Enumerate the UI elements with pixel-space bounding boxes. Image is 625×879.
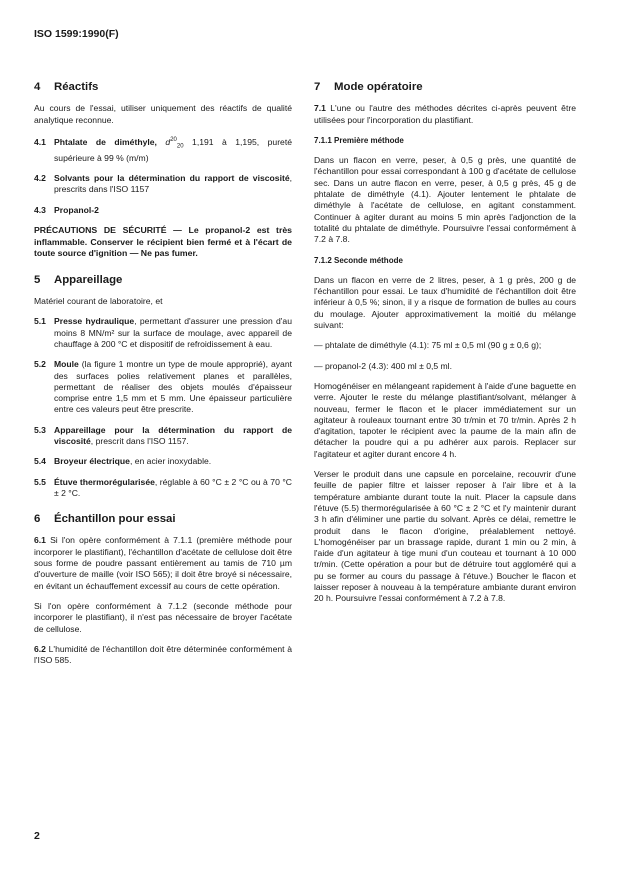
document-code: ISO 1599:1990(F) (34, 28, 119, 40)
section-7-heading: 7 Mode opératoire (314, 81, 423, 93)
clause-4-1: 4.1 Phtalate de diméthyle, $d^{20}_{20}$ 1,191 à 1,195, pureté supérieure à 99 % (m/m) (34, 136, 292, 163)
clause-7-1-2-continued-2: Verser le produit dans une capsule en porcelaine, recouvrir d'une feuille de papier filtre et laisser reposer à l'air libre et à la température ambiante durant toute la nuit. Placer la capsule dans l'étuve (5.5) thermorégularisée à 60 °C ± 2 °C et l'y maintenir durant 3 h afin d'éliminer une partie du solvant. Après ce délai, remettre le produit dans le flacon d'origine, préalablement nettoyé. L'homogénéiser par un brassage rapide, durant 1 min ou 2 min, à l'aide d'un agitateur à tige muni d'un couteau et tournant à 10 000 tr/min. (Cette opération a pour but de détruire tout aggloméré qui a pu se former au cours du passage à l'étuve.) Boucher le flacon et laisser reposer à nouveau à la température ambiante durant environ 20 h. Poursuivre l'essai conformément à 7.2 à 7.8. (314, 469, 576, 604)
clause-5-5: 5.5 Étuve thermorégularisée, réglable à 60 °C ± 2 °C ou à 70 °C ± 2 °C. (34, 476, 292, 498)
clause-4-2: 4.2 Solvants pour la détermination du rapport de viscosité, prescrits dans l'ISO 1157 (34, 173, 292, 195)
clause-7-1-2-text: Dans un flacon en verre de 2 litres, peser, à 1 g près, 200 g de l'échantillon pour essai. Le taux d'humidité de l'échantillon doit être inférieur à 0,5 %; sinon, il y a risque de formation de bulles au cours du moulage. Ajouter approximativement la moitié du mélange suivant: (314, 274, 576, 331)
section-4-heading: 4 Réactifs (34, 81, 99, 93)
clause-7-1-1-heading: 7.1.1 Première méthode (314, 135, 404, 145)
right-column (314, 82, 576, 614)
list-item: — propanol-2 (4.3): 400 ml ± 0,5 ml. (314, 360, 452, 371)
clause-7-1-1-text: Dans un flacon en verre, peser, à 0,5 g près, une quantité de l'échantillon pour essai correspondant à 100 g d'acétate de cellulose sec. Dans un autre flacon en verre, peser, à 0,5 g près, 45 g de phtalate de diméthyle (4.1). Ajouter lentement le phtalate de diméthyle à l'acétate de cellulose, en agitant constamment. Continuer à agiter durant au moins 5 min après l'adjonction de la totalité du phtalate de diméthyle. Poursuivre l'essai conformément à 7.2 à 7.8. (314, 155, 576, 245)
list-item: — phtalate de diméthyle (4.1): 75 ml ± 0,5 ml (90 g ± 0,6 g); (314, 340, 542, 351)
clause-5-4: 5.4 Broyeur électrique, en acier inoxydable. (34, 456, 212, 467)
page-number: 2 (34, 830, 40, 842)
section-5-intro: Matériel courant de laboratoire, et (34, 296, 163, 307)
section-4-intro: Au cours de l'essai, utiliser uniquement des réactifs de qualité analytique reconnue. (34, 103, 292, 125)
clause-7-1-2-heading: 7.1.2 Seconde méthode (314, 255, 403, 265)
clause-5-1: 5.1 Presse hydraulique, permettant d'assurer une pression d'au moins 8 MN/m² sur la surface de moulage, avec appareil de chauffage à 200 °C et dispositif de refroidissement à eau. (34, 316, 292, 349)
clause-4-3: 4.3 Propanol-2 (34, 204, 99, 215)
clause-6-1: 6.1 Si l'on opère conformément à 7.1.1 (première méthode pour incorporer le plastifiant), l'échantillon d'acétate de cellulose doit être sous forme de poudre passant entièrement au tamis de 710 µm d'ouverture de maille (voir ISO 565); il doit être broyé si nécessaire, en évitant un échauffement excessif au cours de cette opération. (34, 535, 292, 591)
clause-7-1: 7.1 L'une ou l'autre des méthodes décrites ci-après peuvent être utilisées pour l'incorporation du plastifiant. (314, 103, 576, 125)
section-5-heading: 5 Appareillage (34, 273, 123, 286)
clause-6-1-second: Si l'on opère conformément à 7.1.2 (seconde méthode pour incorporer le plastifiant), il n'est pas nécessaire de broyer l'acétate de cellulose. (34, 600, 292, 634)
clause-5-2: 5.2 Moule (la figure 1 montre un type de moule approprié), ayant des surfaces polies relativement planes et parallèles, permettant de réaliser des objets moulés d'épaisseur comprise entre 1,5 mm et 5 mm. Une épaisseur particulière entre ces valeurs peut être prescrite. (34, 359, 292, 415)
clause-5-3: 5.3 Appareillage pour la détermination du rapport de viscosité, prescrit dans l'ISO 1157. (34, 424, 292, 446)
clause-7-1-2-continued: Homogénéiser en mélangeant rapidement à l'aide d'une baguette en verre. Ajouter le reste du mélange plastifiant/solvant, mélanger à nouveau, fermer le flacon et le placer immédiatement sur un agitateur à rouleaux tournant entre 30 tr/min et 70 tr/min. Après 2 h d'agitation, tapoter le récipient avec la paume de la main afin de détacher la poudre qui a pu adhérer aux parois. Replacer sur l'agitateur et agiter durant encore 4 h. (314, 380, 576, 459)
clause-6-2: 6.2 L'humidité de l'échantillon doit être déterminée conformément à l'ISO 585. (34, 643, 292, 666)
safety-warning: PRÉCAUTIONS DE SÉCURITÉ — Le propanol-2 est très inflammable. Conserver le récipient bien fermé et à l'écart de toute source d'ignition — Ne pas fumer. (34, 224, 292, 259)
section-6-heading: 6 Échantillon pour essai (34, 513, 176, 526)
left-column (34, 82, 292, 675)
